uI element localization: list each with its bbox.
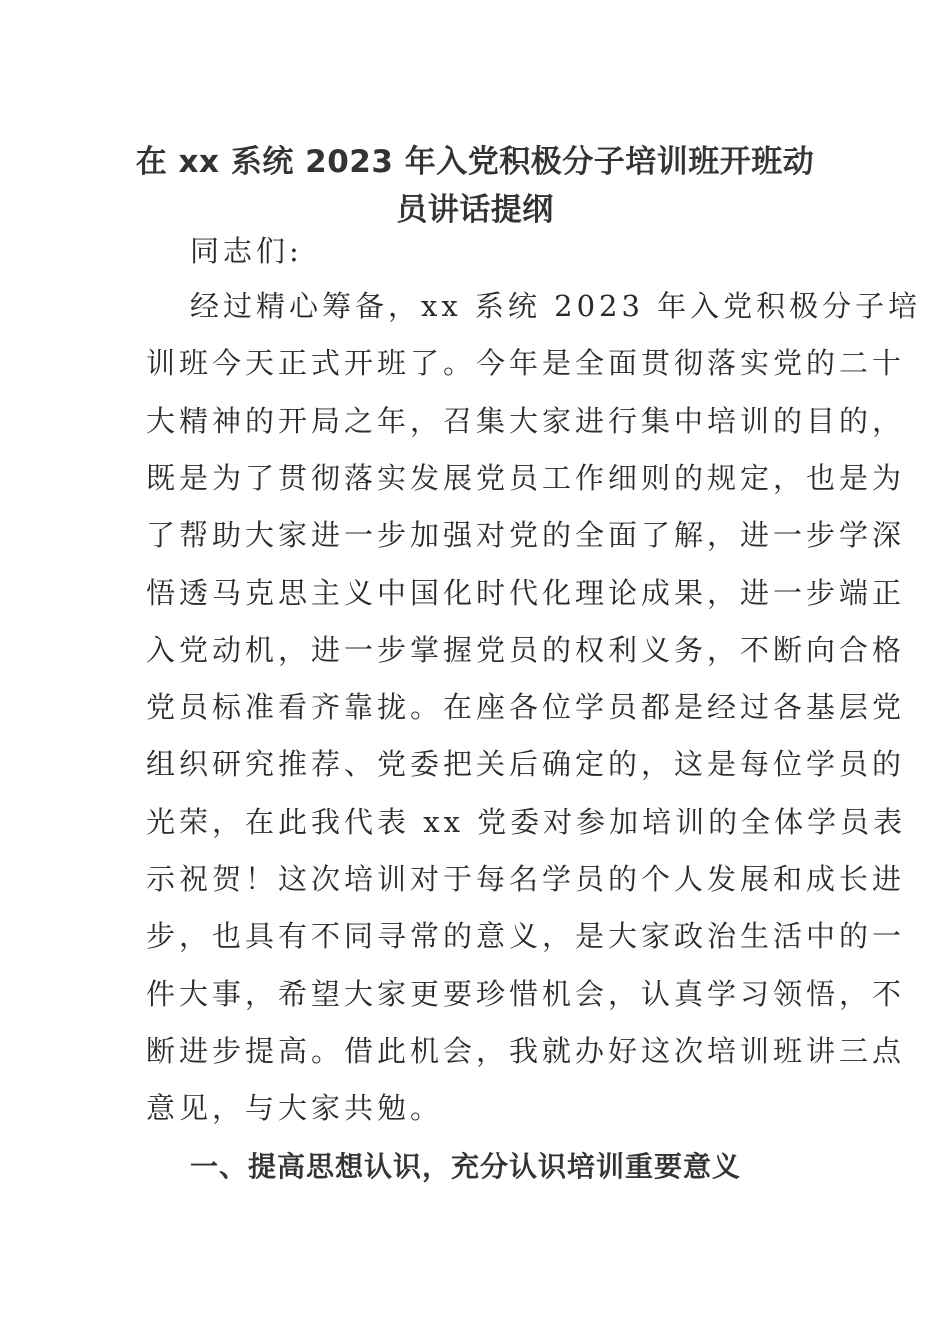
paragraph-line: 入党动机，进一步掌握党员的权利义务，不断向合格 <box>146 632 906 667</box>
paragraph-line: 断进步提高。借此机会，我就办好这次培训班讲三点 <box>146 1033 906 1068</box>
paragraph-line: 件大事，希望大家更要珍惜机会，认真学习领悟，不 <box>146 976 906 1011</box>
paragraph-line: 光荣，在此我代表 xx 党委对参加培训的全体学员表 <box>146 804 907 839</box>
paragraph-line: 大精神的开局之年，召集大家进行集中培训的目的， <box>146 403 906 438</box>
paragraph-line: 经过精心筹备，xx 系统 2023 年入党积极分子培 <box>190 289 922 323</box>
paragraph-line: 示祝贺！这次培训对于每名学员的个人发展和成长进 <box>146 862 906 896</box>
salutation: 同志们: <box>190 234 303 268</box>
paragraph-line: 既是为了贯彻落实发展党员工作细则的规定，也是为 <box>146 460 906 495</box>
document-title-line-1: 在 xx 系统 2023 年入党积极分子培训班开班动 <box>135 144 815 180</box>
paragraph-line: 党员标准看齐靠拢。在座各位学员都是经过各基层党 <box>146 690 906 725</box>
section-heading: 一、提高思想认识，充分认识培训重要意义 <box>190 1150 742 1183</box>
paragraph-line: 训班今天正式开班了。今年是全面贯彻落实党的二十 <box>146 346 906 381</box>
paragraph-line: 步，也具有不同寻常的意义，是大家政治生活中的一 <box>146 919 906 954</box>
paragraph-line: 悟透马克思主义中国化时代化理论成果，进一步端正 <box>146 575 906 610</box>
paragraph-line: 组织研究推荐、党委把关后确定的，这是每位学员的 <box>146 747 906 782</box>
paragraph-line: 意见，与大家共勉。 <box>146 1091 444 1126</box>
document-title-line-2: 员讲话提纲 <box>396 192 554 228</box>
paragraph-line: 了帮助大家进一步加强对党的全面了解，进一步学深 <box>146 518 906 553</box>
